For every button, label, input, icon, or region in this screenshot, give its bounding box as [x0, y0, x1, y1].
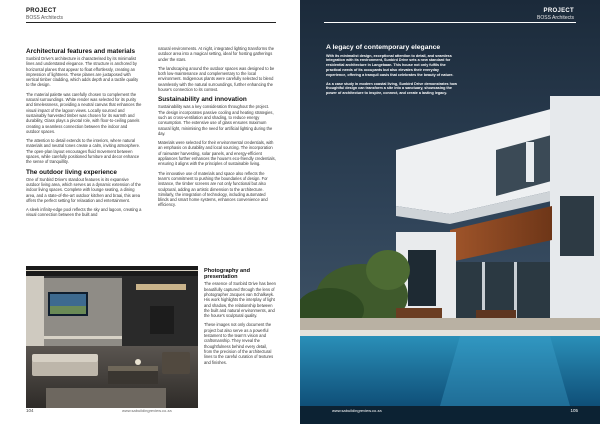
- heading-sustainability: Sustainability and innovation: [158, 96, 247, 104]
- body-paragraph: The essence of Sunbird Drive has been beautifully captured through the lens of photographer Jacques van Schalkwyk. His work highlights the interplay of light and shadow, the relationship between the built and natural environments, and the house's sculptural quality.: [204, 281, 276, 319]
- body-paragraph: Sustainability was a key consideration throughout the project. The design incorporates passive cooling and heating strategies, such as cross-ventilation and shading, to reduce energy consumption. The extensive use of glass ensures maximum natural light, minimising the need for artificial lighting during the day.: [158, 104, 274, 136]
- publisher-label: BOSS Architects: [537, 15, 574, 21]
- body-paragraph: A sleek infinity-edge pool reflects the sky and lagoon, creating a visual connection between the built and: [26, 207, 142, 218]
- section-label: PROJECT: [26, 8, 57, 14]
- right-page-header: [537, 8, 574, 21]
- heading-outdoor-living: The outdoor living experience: [26, 168, 117, 176]
- feature-text-block: [326, 44, 460, 100]
- body-paragraph: Materials were selected for their environmental credentials, with an emphasis on durability and local sourcing. The incorporation of rainwater harvesting, solar panels, and energy-efficient appliances further enhances the house's eco-friendly credentials, ensuring it aligns with the principles of sustainable living.: [158, 140, 276, 167]
- page-number: 104: [26, 408, 34, 413]
- feature-paragraph: With its minimalist design, exceptional attention to detail, and seamless integration with its environment, Sunbird Drive sets a new standard for residential architecture in Langebaan. This house not only fulfils the practical needs of its occupants but also elevates their everyday experience, offering a tranquil oasis that celebrates the beauty of nature.: [326, 53, 454, 77]
- page-number: 105: [570, 408, 578, 413]
- feature-paragraph: As a case study in modern coastal living, Sunbird Drive demonstrates how thoughtful design can transform a site into a sanctuary, showcasing the power of architecture to inspire, connect, and create a lasting legacy.: [326, 81, 457, 96]
- body-paragraph: The landscaping around the outdoor spaces was designed to be both low-maintenance and complementary to the local environment. Indigenous plants were carefully selected to blend seamlessly with the natural surroundings, further enhancing the house's connection to its context.: [158, 65, 275, 93]
- heading-architectural-features: Architectural features and materials: [26, 48, 136, 55]
- section-label: PROJECT: [543, 8, 574, 14]
- body-paragraph: The innovative use of materials and space also reflects the team's commitment to pushing the boundaries of design. For instance, the timber screens are not only functional but also sculptural, adding an artistic dimension to the architecture. Similarly, the integration of technology, including automated blinds and smart home systems, enhances convenience and efficiency.: [158, 170, 268, 208]
- body-paragraph: One of Sunbird Drive's standout features is its expansive outdoor living area, which serves as a dynamic extension of the indoor living spaces. Complete with lounge seating, a dining area, and a state-of-the-art outdoor kitchen and braai, this area offers the perfect setting for relaxation and entertainment.: [26, 176, 141, 203]
- body-paragraph: These images not only document the project but also serve as a powerful testament to the team's vision and craftsmanship. They reveal the thoughtfulness behind every detail, from the precision of the architectural lines to the careful curation of textures and finishes.: [204, 322, 274, 365]
- body-paragraph: natural environments. At night, integrated lighting transforms the outdoor area into a magical setting, ideal for hosting gatherings under the stars.: [158, 46, 275, 62]
- header-rule: [26, 22, 276, 23]
- interior-photo-illustration: [26, 266, 198, 408]
- publisher-label: BOSS Architects: [26, 15, 63, 21]
- body-paragraph: The material palette was carefully chosen to complement the natural surroundings. White render was selected for its purity and timelessness, providing a neutral canvas that enhances the visual impact of the lagoon views. Locally sourced and sustainably harvested timber was chosen for its warmth and durability, Glass plays a pivotal role, with floor-to-ceiling panels creating a seamless connection between the indoor and outdoor spaces.: [26, 91, 142, 134]
- footer-url: www.sabuildingreview.co.za: [122, 408, 172, 413]
- right-page: [300, 0, 600, 424]
- body-paragraph: Sunbird Drive's architecture is characterised by its minimalist lines and understated elegance. The structure is anchored by horizontal planes that appear to float effortlessly, creating an impression of lightness. These planes are juxtaposed with vertical timber cladding, which adds depth and a tactile quality to the design.: [26, 56, 139, 88]
- article-column-1: [26, 46, 142, 222]
- interior-living-room-photo: [26, 266, 198, 408]
- article-column-2: [158, 46, 276, 212]
- body-paragraph: The attention to detail extends to the interiors, where natural materials and neutral tones create a calm, inviting atmosphere. The open-plan layout encourages fluid movement between spaces, while carefully positioned furniture and decor enhance the sense of tranquillity.: [26, 138, 141, 165]
- heading-photography: Photography and presentation: [204, 268, 250, 281]
- left-page-header: [26, 8, 63, 21]
- header-rule: [324, 22, 576, 23]
- footer-url: www.sabuildingreview.co.za: [332, 408, 382, 413]
- feature-heading: A legacy of contemporary elegance: [326, 44, 441, 51]
- article-column-3: [204, 266, 276, 369]
